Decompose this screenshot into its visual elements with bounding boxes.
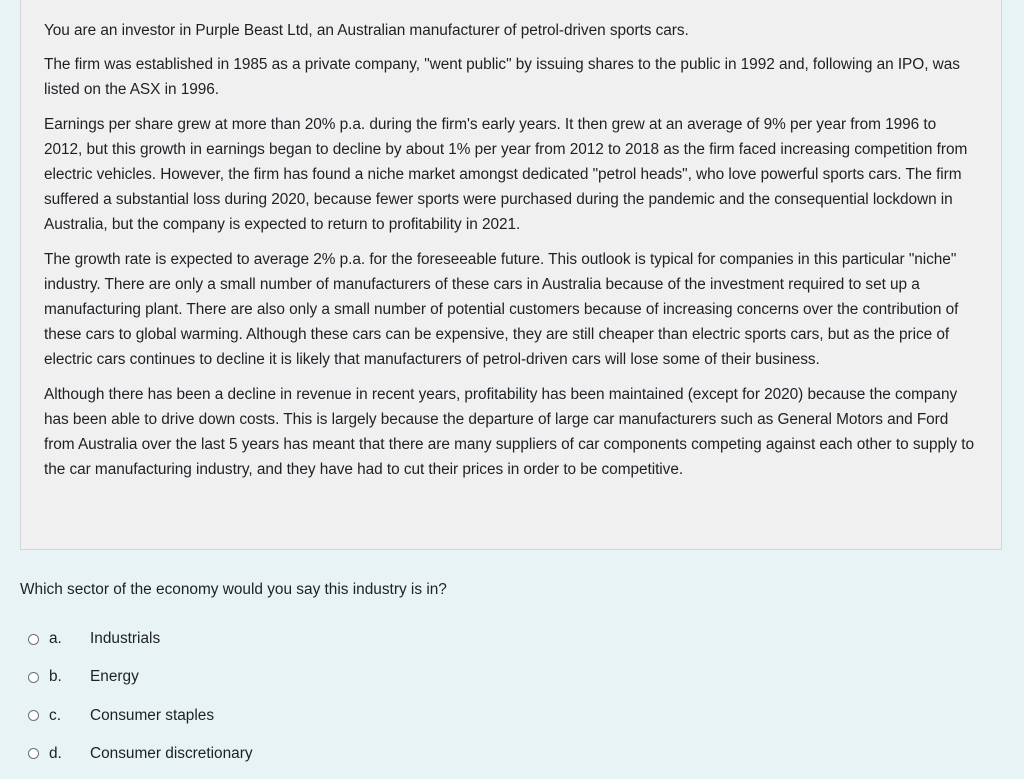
answer-options (28, 626, 253, 779)
question-passage (20, 0, 1002, 550)
passage-paragraph-3: Earnings per share grew at more than 20% p.a. during the firm's early years. It then grew at an average of 9% per year from 1996 to 2012, but this growth in earnings began to decline by about 1% per year from 2012 to 2018 as the firm faced increasing competition from electric vehicles. However, the firm has found a niche market amongst dedicated "petrol heads", who love powerful sports cars. The firm suffered a substantial loss during 2020, because fewer sports were purchased during the pandemic and the consequential lockdown in Australia, but the company is expected to return to profitability in 2021. (44, 116, 968, 233)
answer-option-d[interactable] (28, 741, 253, 767)
answer-letter-a: a. (49, 630, 62, 647)
passage-paragraph-4: The growth rate is expected to average 2% p.a. for the foreseeable future. This outlook is typical for companies in this particular "niche" industry. There are only a small number of manufacturers of these cars in Australia because of the investment required to set up a manufacturing plant. There are also only a small number of potential customers because of increasing concerns over the contribution of these cars to global warming. Although these cars can be expensive, they are still cheaper than electric sports cars, but as the price of electric cars continues to decline it is likely that manufacturers of petrol-driven cars will lose some of their business. (44, 251, 959, 368)
answer-label-a[interactable]: Industrials (90, 630, 161, 647)
passage-paragraph-5: Although there has been a decline in revenue in recent years, profitability has been maintained (except for 2020) because the company has been able to drive down costs. This is largely because the departure of large car manufacturers such as General Motors and Ford from Australia over the last 5 years has meant that there are many suppliers of car components competing against each other to supply to the car manufacturing industry, and they have had to cut their prices in order to be competitive. (44, 386, 974, 478)
question-text: Which sector of the economy would you say this industry is in? (20, 581, 447, 598)
radio-button-a[interactable] (28, 634, 39, 645)
answer-option-b[interactable] (28, 664, 253, 690)
radio-button-b[interactable] (28, 672, 39, 683)
passage-paragraph-2: The firm was established in 1985 as a private company, "went public" by issuing shares to the public in 1992 and, following an IPO, was listed on the ASX in 1996. (44, 56, 960, 98)
answer-letter-d: d. (49, 744, 62, 762)
answer-letter-b: b. (49, 668, 62, 686)
answer-option-a[interactable] (28, 626, 253, 652)
answer-label-b[interactable]: Energy (90, 668, 139, 686)
answer-label-d[interactable]: Consumer discretionary (90, 744, 253, 762)
answer-option-c[interactable] (28, 703, 253, 729)
passage-paragraph-1: You are an investor in Purple Beast Ltd, an Australian manufacturer of petrol-driven sports cars. (44, 22, 689, 39)
radio-button-c[interactable] (28, 710, 39, 721)
radio-button-d[interactable] (28, 748, 39, 759)
answer-letter-c: c. (49, 706, 61, 724)
answer-label-c[interactable]: Consumer staples (90, 706, 215, 724)
